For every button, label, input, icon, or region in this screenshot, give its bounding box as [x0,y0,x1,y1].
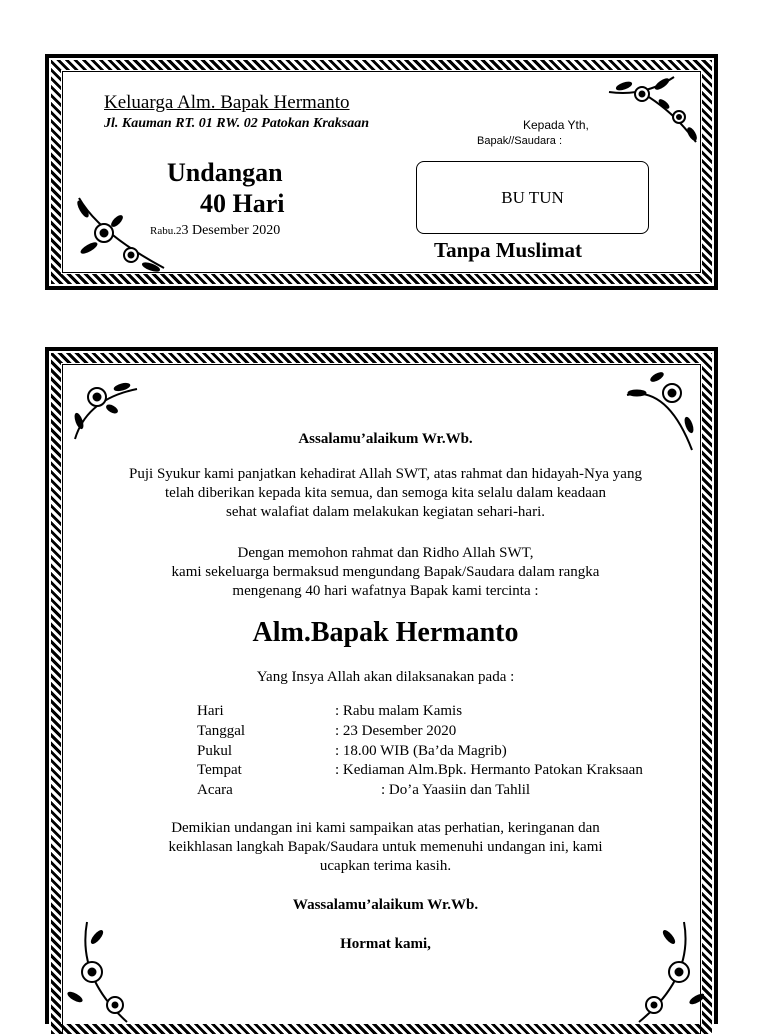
detail-label-event: Acara [197,782,233,798]
paragraph-line: kami sekeluarga bermaksud mengundang Bapak/Saudara dalam rangka [171,564,600,580]
floral-corner-ornament-icon [67,917,147,1027]
paragraph-line: sehat walafiat dalam melakukan kegiatan sehari-hari. [225,504,546,520]
detail-value-event: : Do’a Yaasiin dan Tahlil [381,782,531,798]
family-address: Jl. Kauman RT. 01 RW. 02 Patokan Kraksaan [104,116,370,131]
paragraph-line: keikhlasan langkah Bapak/Saudara untuk memenuhi undangan ini, kami [168,839,603,855]
floral-corner-ornament-icon [619,917,704,1027]
invitation-label-card [45,54,718,290]
paragraph-line: Demikian undangan ini kami sampaikan atas perhatian, keringanan dan [171,820,600,836]
recipient-name: BU TUN [501,187,564,207]
title-line-2: 40 Hari [200,189,285,218]
paragraph-line: ucapkan terima kasih. [319,858,452,874]
note-text: Tanpa Muslimat [434,238,583,262]
paragraph-line: Puji Syukur kami panjatkan kehadirat Allah SWT, atas rahmat dan hidayah-Nya yang [129,466,642,482]
paragraph-invitation [49,544,722,601]
detail-label-date: Tanggal [197,723,246,739]
paragraph-gratitude [49,465,722,522]
event-date [150,223,280,239]
recipient-name-box [416,161,649,234]
title-line-1: Undangan [167,158,283,187]
detail-label-day: Hari [197,703,224,719]
detail-label-place: Tempat [197,762,242,778]
greeting: Assalamu’alaikum Wr.Wb. [298,431,473,447]
signoff: Hormat kami, [340,936,431,952]
schedule-intro: Yang Insya Allah akan dilaksanakan pada : [256,669,515,685]
paragraph-line: telah diberikan kepada kita semua, dan semoga kita selalu dalam keadaan [164,485,607,501]
event-date-prefix: Rabu.2 [150,225,182,237]
event-date-rest: 3 Desember 2020 [181,223,281,238]
recipient-label: Bapak//Saudara : [477,135,563,147]
paragraph-closing [49,819,722,876]
invitation-letter-card [45,347,718,1024]
paragraph-line: Dengan memohon rahmat dan Ridho Allah SWT, [237,545,534,561]
detail-value-date: : 23 Desember 2020 [335,723,457,739]
detail-label-time: Pukul [197,743,233,759]
detail-value-place: : Kediaman Alm.Bpk. Hermanto Patokan Kraksaan [335,762,643,778]
paragraph-line: mengenang 40 hari wafatnya Bapak kami tercinta : [232,583,539,599]
kepada-label: Kepada Yth, [523,118,589,132]
detail-value-time: : 18.00 WIB (Ba’da Magrib) [335,743,507,759]
detail-value-day: : Rabu malam Kamis [335,703,463,719]
deceased-name: Alm.Bapak Hermanto [252,617,519,648]
family-name: Keluarga Alm. Bapak Hermanto [104,92,350,113]
closing-greeting: Wassalamu’alaikum Wr.Wb. [292,897,479,913]
floral-ornament-icon [604,72,704,152]
